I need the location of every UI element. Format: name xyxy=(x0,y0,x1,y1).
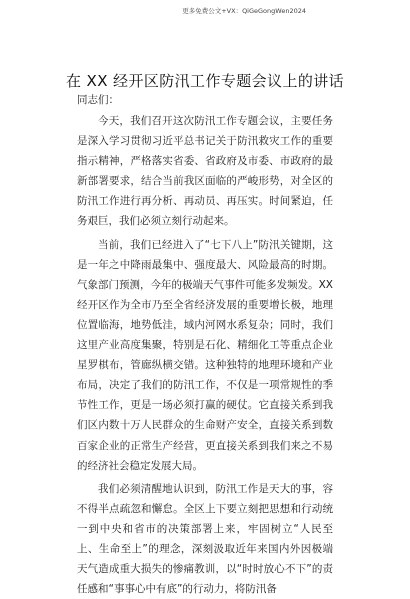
paragraph: 当前，我们已经进入了“七下八上”防汛关键期，这是一年之中降雨最集中、强度最大、风险最高的时期。气象部门预测，今年的极端天气事件可能多发频发。XX 经开区作为全市乃至全省经济发展的重要增长极，地理位置临海，地势低洼，域内河网水系复杂；同时，我们这里产业高度集聚，特别是石化、精细化工等重点企业星罗棋布，管廊纵横交错。这种独特的地理环境和产业布局，决定了我们的防汛工作，不仅是一项常规性的季节性工作，更是一场必须打赢的硬仗。它直接关系到我们区内数十万人民群众的生命财产安全，直接关系到数百家企业的正常生产经营，更直接关系到我们来之不易的经济社会稳定发展大局。 xyxy=(77,238,333,472)
document-body xyxy=(77,111,333,599)
paragraph: 我们必须清醒地认识到，防汛工作是天大的事，容不得半点疏忽和懈怠。全区上下要立刻把思想和行动统一到中央和省市的决策部署上来，牢固树立“人民至上、生命至上”的理念，深刻汲取近年来国内外因极端天气造成重大损失的惨痛教训，以“时时放心不下”的责任感和“事事心中有底”的行动力，将防汛备 xyxy=(77,482,333,596)
salutation: 同志们： xyxy=(77,94,119,106)
document-title: 在 XX 经开区防汛工作专题会议上的讲话 xyxy=(65,72,345,90)
watermark-text: 更多免费公文+VX：QiGeGongWen2024 xyxy=(182,7,306,15)
paragraph: 今天，我们召开这次防汛工作专题会议，主要任务是深入学习贯彻习近平总书记关于防汛救灾工作的重要指示精神，严格落实省委、省政府及市委、市政府的最新部署要求，结合当前我区面临的严峻形势，对全区的防汛工作进行再分析、再动员、再压实。时间紧迫，任务艰巨，我们必须立刻行动起来。 xyxy=(77,115,333,228)
